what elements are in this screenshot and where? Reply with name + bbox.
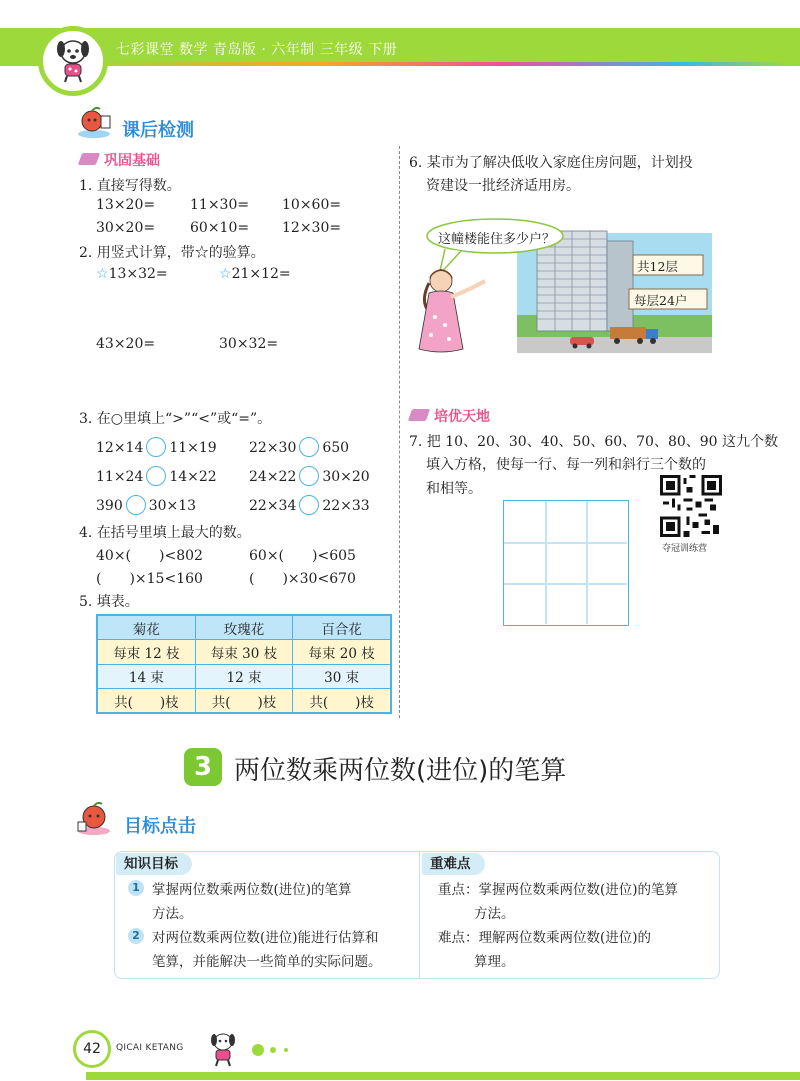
lesson-number-badge: 3 [184,748,222,786]
grid-line [504,542,627,544]
footer-dot [284,1048,288,1052]
answer-circle[interactable] [299,437,319,457]
footer-text: QICAI KETANG [116,1043,184,1053]
goal-text: 方法。 [152,906,193,922]
q4-item: 60×( )<605 [249,548,356,564]
q3-compare: 11×24 14×22 [96,466,217,486]
key-points-tab: 重难点 [422,853,485,875]
q3-compare: 22×34 22×33 [249,495,370,515]
answer-circle[interactable] [146,466,166,486]
table-answer-cell[interactable]: 共( )枝 [293,689,391,714]
speech-bubble-text: 这幢楼能住多少户？ [438,232,556,247]
question-5-label: 5. 填表。 [79,594,139,610]
table-row [97,615,391,640]
knowledge-goals-tab: 知识目标 [116,853,192,875]
footer-dot [252,1044,264,1056]
goals-divider [419,851,420,979]
subsection-title-basics: 巩固基础 [104,153,160,169]
apple-mascot-icon [74,104,114,140]
q3-compare: 12×14 11×19 [96,437,217,457]
q2-item: ☆21×12= [219,266,291,282]
q1-item: 10×60= [282,197,342,213]
section-title-goals: 目标点击 [124,816,196,837]
question-7-line2: 填入方格，使每一行、每一列和斜行三个数的 [426,457,706,473]
question-6-line1: 6. 某市为了解决低收入家庭住房问题，计划投 [409,155,693,171]
q1-item: 13×20= [96,197,156,213]
difficult-point-text: 难点：理解两位数乘两位数(进位)的 [438,930,652,946]
goal-text: 对两位数乘两位数(进位)能进行估算和 [152,930,379,946]
sign-households: 每层24户 [634,293,688,308]
q3-compare: 390 30×13 [96,495,196,515]
page-header [0,0,800,90]
lesson-title: 两位数乘两位数(进位)的笔算 [234,756,567,786]
answer-circle[interactable] [299,466,319,486]
table-cell: 30 束 [293,664,391,689]
q3-compare: 22×30 650 [249,437,349,457]
table-row [97,640,391,665]
page-number: 42 [73,1030,111,1068]
answer-circle[interactable] [146,437,166,457]
column-divider [399,146,400,718]
table-answer-cell[interactable]: 共( )枝 [97,689,195,714]
grid-line [504,583,627,585]
qr-caption: 夺冠训练营 [662,544,708,554]
key-point-text: 重点：掌握两位数乘两位数(进位)的笔算 [438,882,679,898]
flower-table [96,614,392,714]
q4-item: ( )×15<160 [96,571,203,587]
answer-circle[interactable] [126,495,146,515]
question-4-label: 4. 在括号里填上最大的数。 [79,525,251,541]
answer-circle[interactable] [299,495,319,515]
table-header-cell: 百合花 [293,615,391,640]
q2-item: ☆13×32= [96,266,168,282]
goal-text: 掌握两位数乘两位数(进位)的笔算 [152,882,352,898]
difficult-point-text: 算理。 [474,954,515,970]
header-rainbow-stripe [70,62,790,66]
qr-code-icon[interactable] [660,475,722,537]
star-icon: ☆ [219,266,232,282]
q2-item: 43×20= [96,336,156,352]
table-header-cell: 菊花 [97,615,195,640]
question-3-label: 3. 在○里填上“>”“<”或“=”。 [79,411,272,427]
bookmark-icon [408,409,430,421]
sign-floors: 共12层 [637,259,678,274]
key-point-text: 方法。 [474,906,515,922]
question-7-line3: 和相等。 [426,481,482,497]
q1-item: 11×30= [190,197,250,213]
q1-item: 60×10= [190,220,250,236]
question-6-line2: 资建设一批经济适用房。 [426,178,580,194]
header-title: 七彩课堂 数学 青岛版 · 六年制 三年级 下册 [116,42,398,58]
table-cell: 12 束 [195,664,293,689]
table-header-cell: 玫瑰花 [195,615,293,640]
table-cell: 每束 30 枝 [195,640,293,665]
question-1-label: 1. 直接写得数。 [79,178,181,194]
question-7-line1: 7. 把 10、20、30、40、50、60、70、80、90 这九个数 [409,434,779,450]
table-row [97,664,391,689]
q3-compare: 24×22 30×20 [249,466,370,486]
apple-mascot-icon [74,800,114,836]
grid-line [586,501,588,624]
dog-mascot-icon [50,34,96,84]
goal-text: 笔算，并能解决一些简单的实际问题。 [152,954,382,970]
question-2-label: 2. 用竖式计算，带☆的验算。 [79,245,265,261]
q4-item: 40×( )<802 [96,548,203,564]
footer-bar [86,1060,800,1080]
q4-item: ( )×30<670 [249,571,356,587]
footer-dot [270,1047,276,1053]
subsection-title-advanced: 培优天地 [434,409,490,425]
q2-item: 30×32= [219,336,279,352]
grid-line [545,501,547,624]
table-row [97,689,391,714]
q1-item: 12×30= [282,220,342,236]
table-cell: 每束 12 枝 [97,640,195,665]
dog-mascot-icon [206,1030,240,1068]
bookmark-icon [78,153,100,165]
table-answer-cell[interactable]: 共( )枝 [195,689,293,714]
magic-square-grid[interactable] [503,500,629,626]
section-title-homework-check: 课后检测 [122,120,194,141]
goal-number-badge: 2 [128,928,144,944]
table-cell: 14 束 [97,664,195,689]
star-icon: ☆ [96,266,109,282]
q1-item: 30×20= [96,220,156,236]
table-cell: 每束 20 枝 [293,640,391,665]
goal-number-badge: 1 [128,880,144,896]
